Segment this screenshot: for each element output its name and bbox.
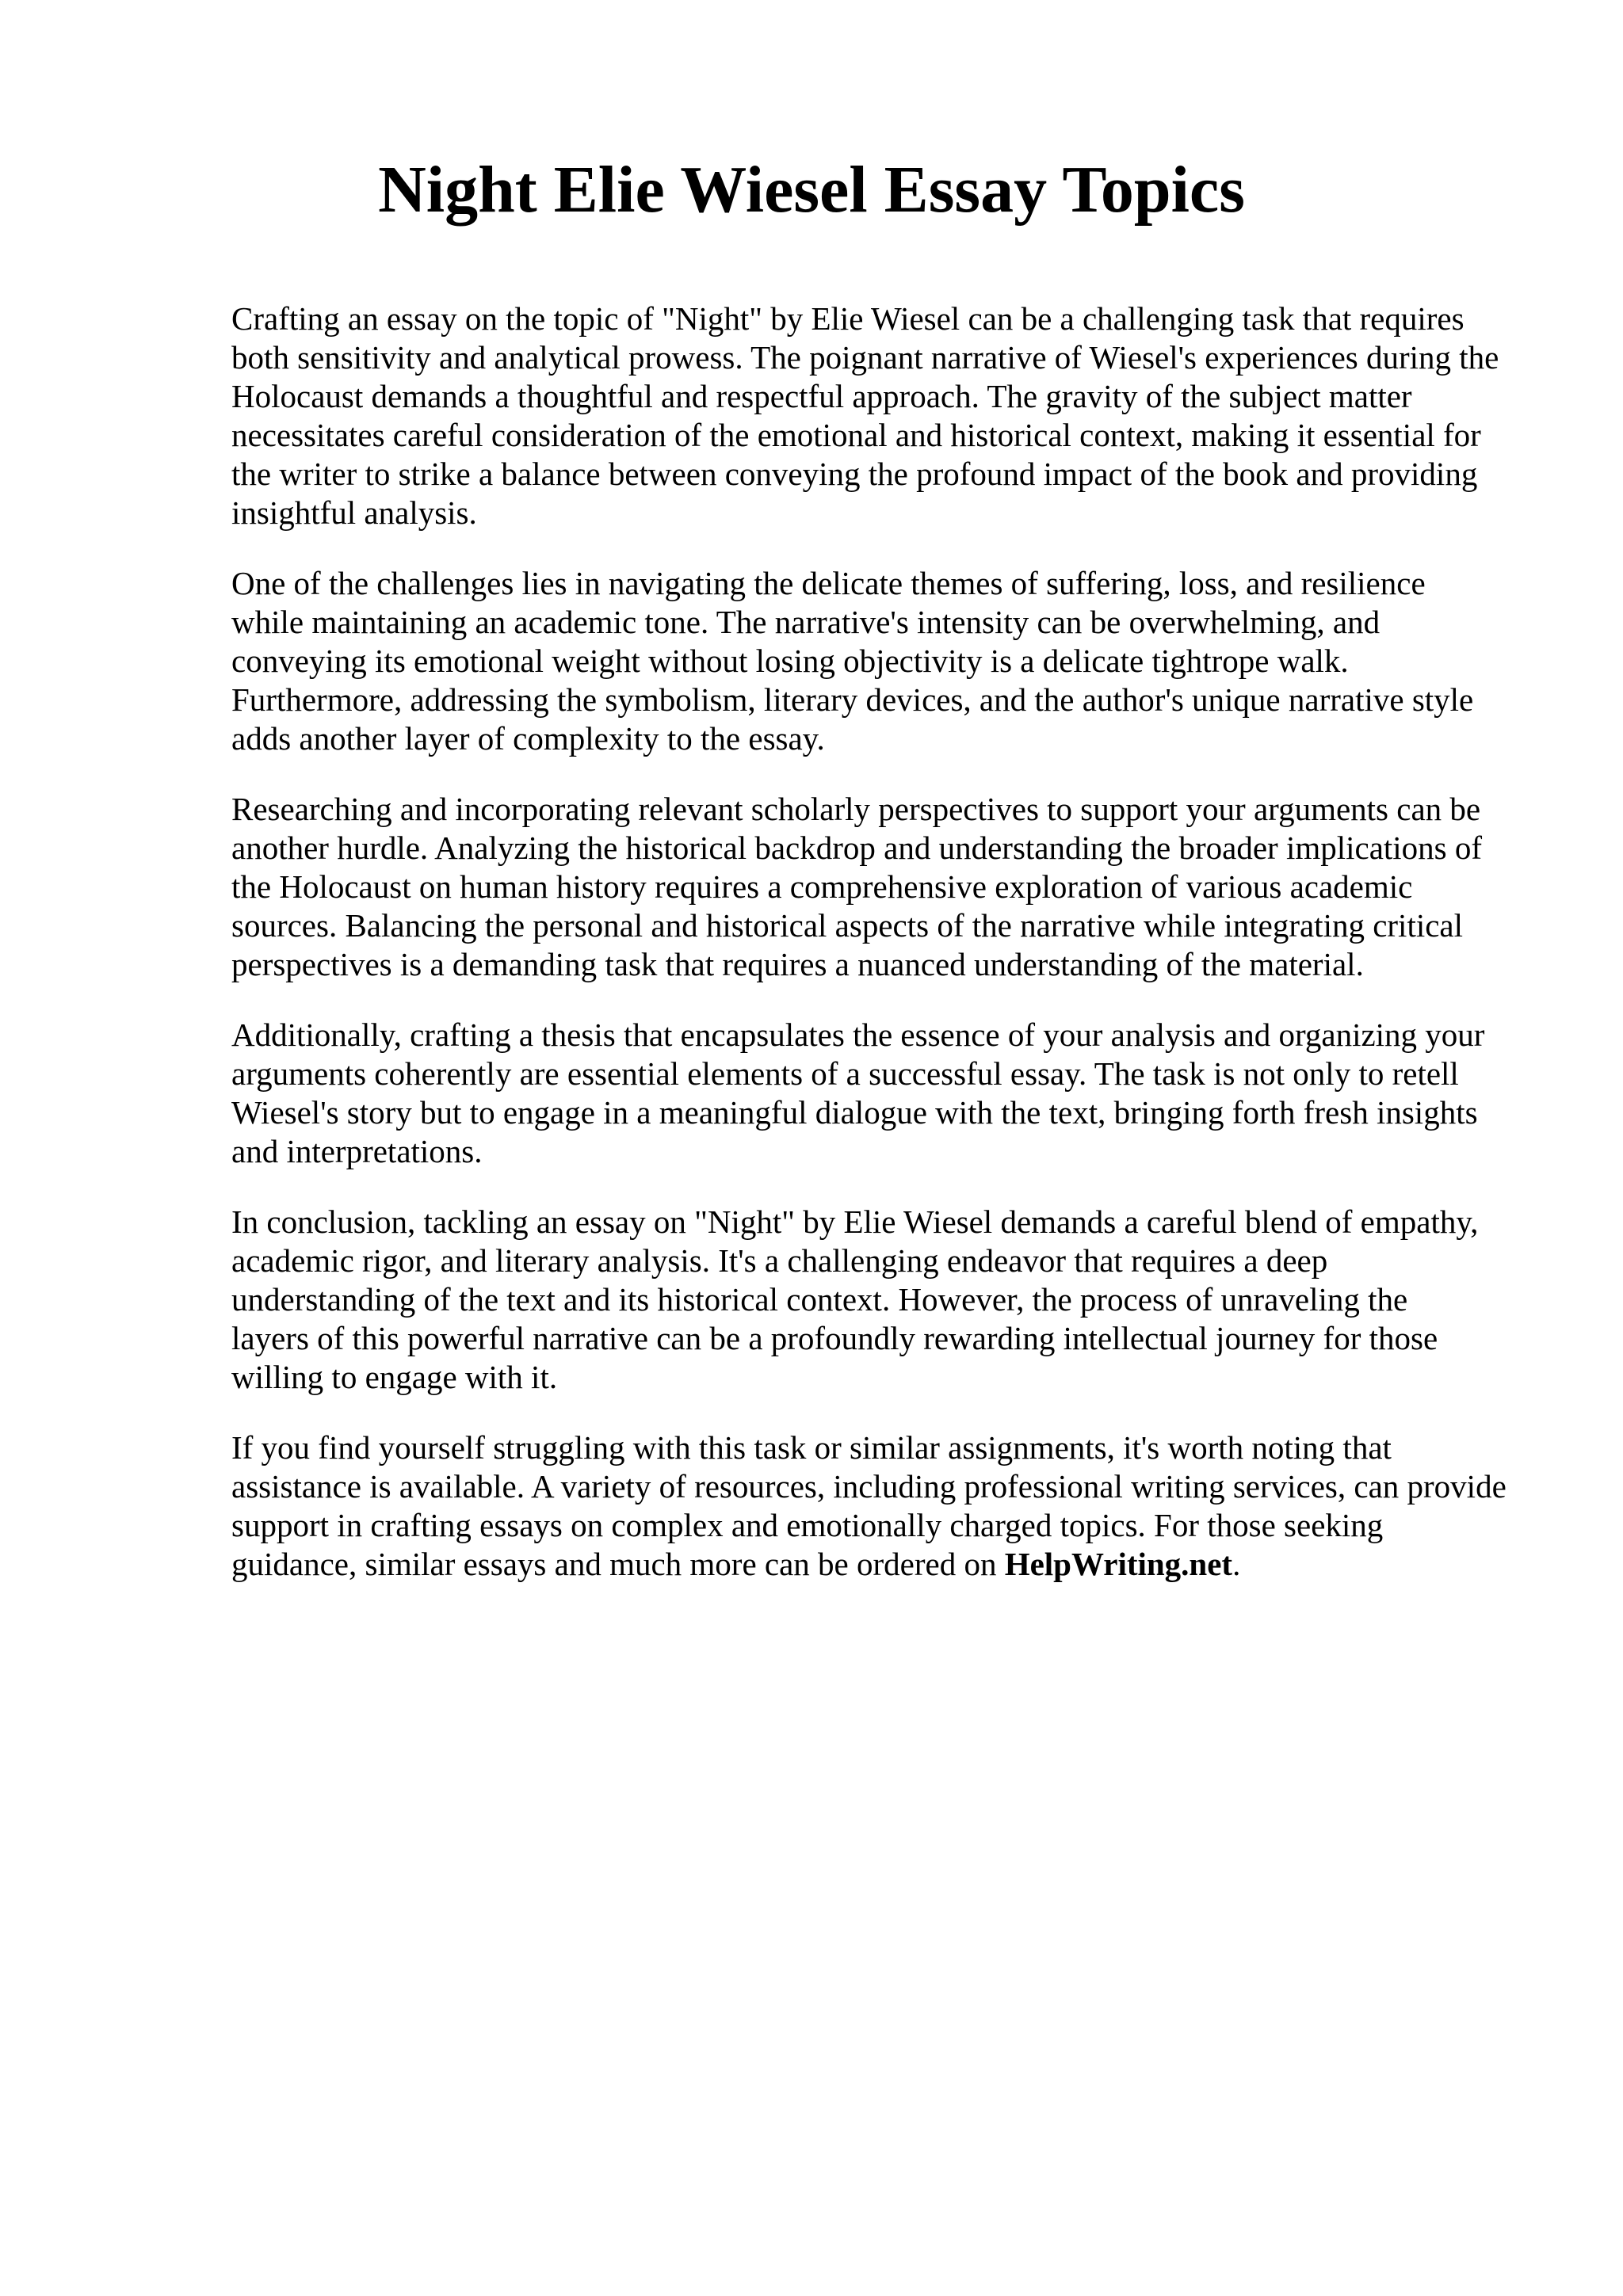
text-line: Crafting an essay on the topic of "Night" by Elie Wiesel can be a challenging task that requires — [231, 300, 1465, 337]
text-line: another hurdle. Analyzing the historical backdrop and understanding the broader implications of — [231, 830, 1483, 866]
document-body — [231, 299, 1531, 1615]
text-line-with-link — [231, 1545, 1531, 1584]
paragraph-2 — [231, 564, 1531, 758]
text-line: conveying its emotional weight without losing objectivity is a delicate tightrope walk. — [231, 643, 1349, 679]
text-line: academic rigor, and literary analysis. It's a challenging endeavor that requires a deep — [231, 1242, 1328, 1279]
document-title: Night Elie Wiesel Essay Topics — [378, 153, 1245, 227]
paragraph-4 — [231, 1016, 1531, 1171]
text-line: One of the challenges lies in navigating the delicate themes of suffering, loss, and resilience — [231, 565, 1426, 601]
text-line: necessitates careful consideration of the emotional and historical context, making it essential for — [231, 417, 1481, 453]
last-line-prefix: guidance, similar essays and much more can be ordered on — [231, 1546, 1005, 1582]
text-line: layers of this powerful narrative can be a profoundly rewarding intellectual journey for those — [231, 1320, 1438, 1356]
text-line: the writer to strike a balance between conveying the profound impact of the book and providing — [231, 456, 1478, 492]
text-line: both sensitivity and analytical prowess. The poignant narrative of Wiesel's experiences during the — [231, 339, 1499, 376]
text-line: willing to engage with it. — [231, 1359, 558, 1395]
text-line: If you find yourself struggling with this task or similar assignments, it's worth noting that — [231, 1429, 1392, 1466]
text-line: the Holocaust on human history requires a comprehensive exploration of various academic — [231, 868, 1413, 905]
text-line: arguments coherently are essential elements of a successful essay. The task is not only to retell — [231, 1055, 1459, 1092]
text-line: In conclusion, tackling an essay on "Night" by Elie Wiesel demands a careful blend of empathy, — [231, 1203, 1479, 1240]
text-line: Additionally, crafting a thesis that encapsulates the essence of your analysis and organizing your — [231, 1016, 1485, 1053]
text-line: assistance is available. A variety of resources, including professional writing services, can provide — [231, 1468, 1507, 1505]
text-line: support in crafting essays on complex and emotionally charged topics. For those seeking — [231, 1507, 1384, 1543]
paragraph-3 — [231, 790, 1531, 984]
paragraph-6 — [231, 1428, 1531, 1584]
text-line: understanding of the text and its historical context. However, the process of unraveling the — [231, 1281, 1408, 1318]
text-line: perspectives is a demanding task that requires a nuanced understanding of the material. — [231, 946, 1364, 982]
paragraph-1 — [231, 299, 1531, 532]
text-line: Researching and incorporating relevant scholarly perspectives to support your arguments can be — [231, 791, 1481, 827]
text-line: and interpretations. — [231, 1133, 483, 1169]
text-line: sources. Balancing the personal and historical aspects of the narrative while integrating critical — [231, 907, 1464, 944]
text-line: Furthermore, addressing the symbolism, literary devices, and the author's unique narrative style — [231, 681, 1474, 718]
paragraph-5 — [231, 1203, 1531, 1397]
text-line: Holocaust demands a thoughtful and respectful approach. The gravity of the subject matter — [231, 378, 1412, 414]
text-line: adds another layer of complexity to the essay. — [231, 720, 825, 757]
text-line: while maintaining an academic tone. The narrative's intensity can be overwhelming, and — [231, 604, 1381, 640]
text-line: Wiesel's story but to engage in a meaningful dialogue with the text, bringing forth fresh insights — [231, 1094, 1478, 1131]
text-line: insightful analysis. — [231, 494, 477, 531]
helpwriting-link[interactable]: HelpWriting.net — [1004, 1546, 1233, 1582]
last-line-suffix: . — [1232, 1546, 1241, 1582]
